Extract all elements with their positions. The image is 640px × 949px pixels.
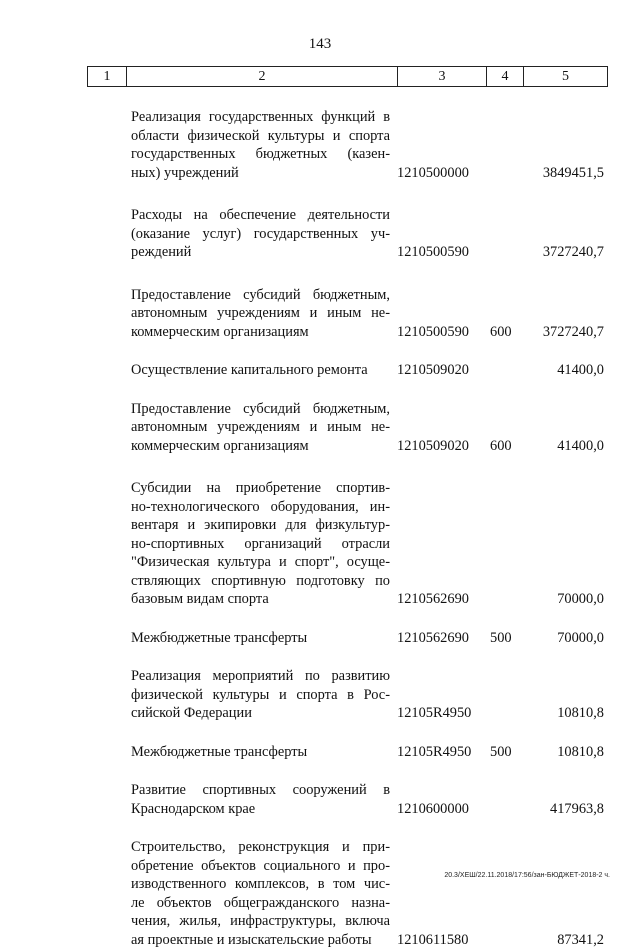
description-line: Расходы на обеспечение деятельности: [131, 206, 390, 225]
description-line: (оказание услуг) государственных уч-: [131, 225, 390, 244]
row-description: [131, 667, 390, 723]
row-code: 1210562690: [397, 590, 469, 609]
footer-note: 20.3/ХЕШ/22.11.2018/17:56/зан-БЮДЖЕТ-2018-2 ч.: [444, 872, 610, 879]
table-row: [0, 629, 640, 648]
column-header-table: [87, 66, 608, 87]
description-line: вентаря и экипировки для физкультур-: [131, 516, 390, 535]
description-line: но-технологического оборудования, ин-: [131, 498, 390, 517]
row-description: [131, 743, 390, 762]
row-description: [131, 781, 390, 818]
description-line: Реализация мероприятий по развитию: [131, 667, 390, 686]
row-description: [131, 286, 390, 342]
table-row: [0, 479, 640, 609]
description-line: Субсидии на приобретение спортив-: [131, 479, 390, 498]
description-line: сийской Федерации: [131, 704, 390, 723]
description-line: но-спортивных организаций отрасли: [131, 535, 390, 554]
column-header-1: 1: [88, 67, 127, 87]
row-amount: 3727240,7: [543, 323, 604, 342]
description-line: области физической культуры и спорта: [131, 127, 390, 146]
description-line: Межбюджетные трансферты: [131, 743, 390, 762]
row-amount: 41400,0: [557, 361, 604, 380]
row-code: 12105R4950: [397, 704, 471, 723]
table-row: [0, 781, 640, 818]
column-header-row: [88, 67, 608, 87]
row-description: [131, 400, 390, 456]
row-amount: 3849451,5: [543, 164, 604, 183]
description-line: Строительство, реконструкция и при-: [131, 838, 390, 857]
description-line: Предоставление субсидий бюджетным,: [131, 286, 390, 305]
table-row: [0, 286, 640, 342]
table-row: [0, 361, 640, 380]
table-row: [0, 667, 640, 723]
description-line: ствляющих спортивную подготовку по: [131, 572, 390, 591]
row-code: 1210562690: [397, 629, 469, 648]
table-row: [0, 108, 640, 182]
description-line: обретение объектов социального и про-: [131, 857, 390, 876]
row-expense-type: 500: [490, 629, 512, 648]
row-amount: 3727240,7: [543, 243, 604, 262]
description-line: Развитие спортивных сооружений в: [131, 781, 390, 800]
description-line: изводственного комплексов, в том чис-: [131, 875, 390, 894]
description-line: базовым видам спорта: [131, 590, 390, 609]
table-row: [0, 206, 640, 262]
row-code: 1210611580: [397, 931, 468, 949]
row-description: [131, 361, 390, 380]
description-line: Реализация государственных функций в: [131, 108, 390, 127]
row-amount: 70000,0: [557, 629, 604, 648]
description-line: государственных бюджетных (казен-: [131, 145, 390, 164]
column-header-4: 4: [487, 67, 524, 87]
table-row: [0, 743, 640, 762]
column-header-5: 5: [524, 67, 608, 87]
description-line: Предоставление субсидий бюджетным,: [131, 400, 390, 419]
description-line: коммерческим организациям: [131, 323, 390, 342]
table-row: [0, 400, 640, 456]
row-amount: 87341,2: [557, 931, 604, 949]
row-amount: 10810,8: [557, 704, 604, 723]
table-row: [0, 838, 640, 949]
row-code: 1210500590: [397, 323, 469, 342]
row-amount: 10810,8: [557, 743, 604, 762]
row-description: [131, 108, 390, 182]
row-amount: 41400,0: [557, 437, 604, 456]
row-code: 1210500000: [397, 164, 469, 183]
description-line: коммерческим организациям: [131, 437, 390, 456]
description-line: автономным учреждениям и иным не-: [131, 418, 390, 437]
budget-table-body: [0, 88, 640, 949]
description-line: реждений: [131, 243, 390, 262]
row-description: [131, 479, 390, 609]
row-description: [131, 629, 390, 648]
row-code: 1210509020: [397, 361, 469, 380]
description-line: "Физическая культура и спорт", осуще-: [131, 553, 390, 572]
row-code: 1210500590: [397, 243, 469, 262]
row-expense-type: 600: [490, 323, 512, 342]
description-line: физической культуры и спорта в Рос-: [131, 686, 390, 705]
description-line: ных) учреждений: [131, 164, 390, 183]
row-expense-type: 500: [490, 743, 512, 762]
description-line: ле объектов общегражданского назна-: [131, 894, 390, 913]
description-line: ая проектные и изыскательские работы: [131, 931, 390, 949]
description-line: чения, жилья, инфраструктуры, включа: [131, 912, 390, 931]
description-line: Осуществление капитального ремонта: [131, 361, 390, 380]
row-code: 12105R4950: [397, 743, 471, 762]
row-expense-type: 600: [490, 437, 512, 456]
page-number: 143: [0, 36, 640, 53]
row-code: 1210600000: [397, 800, 469, 819]
column-header-2: 2: [127, 67, 398, 87]
row-description: [131, 838, 390, 949]
row-amount: 70000,0: [557, 590, 604, 609]
row-description: [131, 206, 390, 262]
row-amount: 417963,8: [550, 800, 604, 819]
description-line: Межбюджетные трансферты: [131, 629, 390, 648]
description-line: Краснодарском крае: [131, 800, 390, 819]
column-header-3: 3: [398, 67, 487, 87]
row-code: 1210509020: [397, 437, 469, 456]
description-line: автономным учреждениям и иным не-: [131, 304, 390, 323]
